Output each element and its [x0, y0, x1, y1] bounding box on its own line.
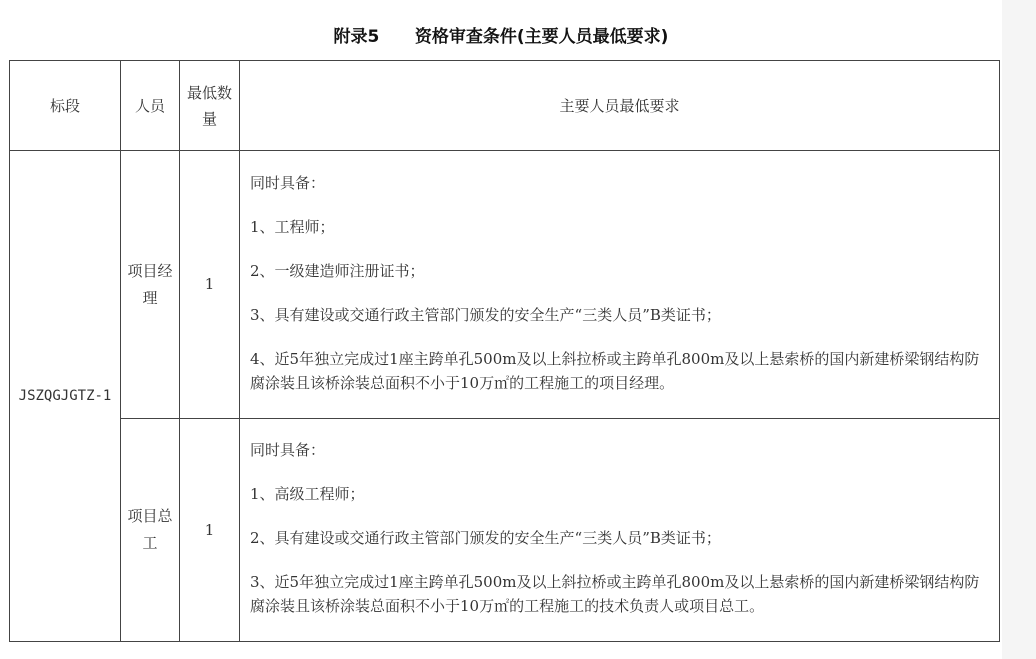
- header-segment: 标段: [10, 61, 121, 151]
- requirement-line: 3、具有建设或交通行政主管部门颁发的安全生产“三类人员”B类证书；: [250, 306, 721, 324]
- header-personnel: 人员: [121, 61, 180, 151]
- header-requirements: 主要人员最低要求: [240, 61, 1000, 151]
- table-row: [10, 151, 1000, 419]
- role-cell: 项目经理: [121, 151, 180, 419]
- requirement-line: 2、一级建造师注册证书；: [250, 262, 425, 280]
- requirement-line: 2、具有建设或交通行政主管部门颁发的安全生产“三类人员”B类证书；: [250, 529, 721, 547]
- requirement-line: 3、近5年独立完成过1座主跨单孔500m及以上斜拉桥或主跨单孔800m及以上悬索桥的国内新建桥梁钢结构防腐涂装且该桥涂装总面积不小于10万㎡的工程施工的技术负责人或项目总工。: [250, 573, 980, 615]
- requirements-table: [9, 60, 1000, 642]
- count-cell: 1: [180, 419, 240, 642]
- segment-code: JSZQGJGTZ-1: [18, 387, 112, 404]
- requirement-line: 1、工程师；: [250, 218, 335, 236]
- requirement-line: 同时具备：: [250, 441, 326, 459]
- requirement-line: 4、近5年独立完成过1座主跨单孔500m及以上斜拉桥或主跨单孔800m及以上悬索桥的国内新建桥梁钢结构防腐涂装且该桥涂装总面积不小于10万㎡的工程施工的项目经理。: [250, 350, 980, 392]
- requirement-line: 1、高级工程师；: [250, 485, 365, 503]
- segment-cell: [10, 151, 121, 642]
- count-cell: 1: [180, 151, 240, 419]
- requirements-cell: [240, 151, 1000, 419]
- document-title: 附录5 资格审查条件(主要人员最低要求): [333, 27, 669, 47]
- role-cell: 项目总工: [121, 419, 180, 642]
- table-row: [10, 419, 1000, 642]
- requirements-cell: [240, 419, 1000, 642]
- header-min-count: 最低数量: [180, 61, 240, 151]
- requirement-line: 同时具备：: [250, 174, 326, 192]
- table-header-row: [10, 61, 1000, 151]
